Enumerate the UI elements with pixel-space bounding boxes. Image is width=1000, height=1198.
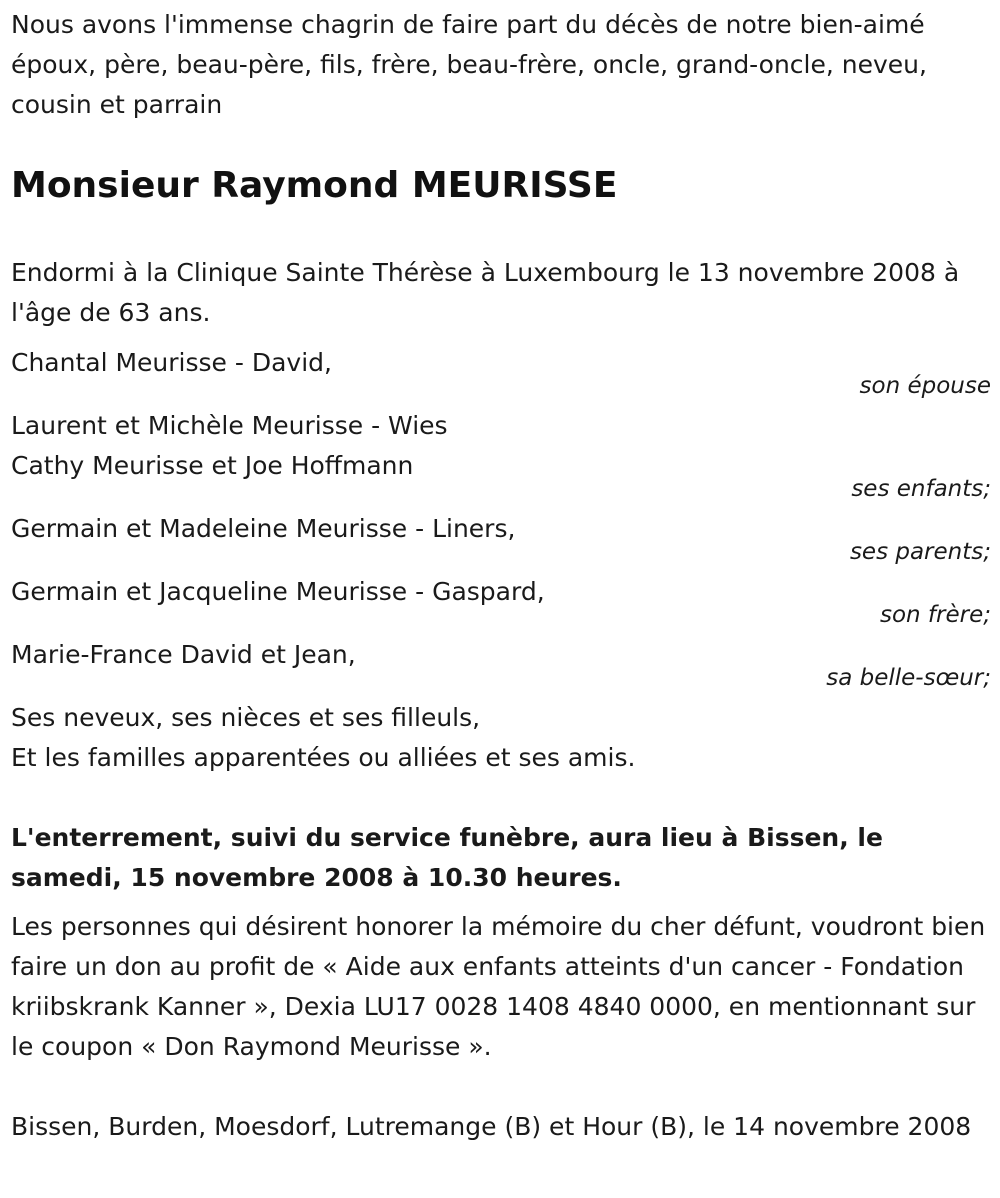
- closing-signature: Bissen, Burden, Moesdorf, Lutremange (B) et Hour (B), le 14 novembre 2008: [11, 1112, 972, 1141]
- family-spouse: Chantal Meurisse - David,: [11, 348, 332, 377]
- role-parents: ses parents;: [849, 539, 991, 565]
- family-others-2: Et les familles apparentées ou alliées et ses amis.: [11, 743, 636, 772]
- role-sister-in-law: sa belle-sœur;: [826, 665, 991, 691]
- intro-paragraph: Nous avons l'immense chagrin de faire part du décès de notre bien-aimé époux, père, beau-père, fils, frère, beau-frère, oncle, grand-oncle, neveu, cousin et parrain: [11, 10, 927, 119]
- family-sister-in-law: Marie-France David et Jean,: [11, 640, 356, 669]
- funeral-announcement: L'enterrement, suivi du service funèbre, aura lieu à Bissen, le samedi, 15 novembre 2008 à 10.30 heures.: [11, 823, 883, 892]
- family-child-2: Cathy Meurisse et Joe Hoffmann: [11, 451, 414, 480]
- death-notice: Endormi à la Clinique Sainte Thérèse à Luxembourg le 13 novembre 2008 à l'âge de 63 ans.: [11, 258, 960, 327]
- family-brother: Germain et Jacqueline Meurisse - Gaspard,: [11, 577, 545, 606]
- deceased-name: Monsieur Raymond MEURISSE: [11, 165, 618, 206]
- donation-paragraph: Les personnes qui désirent honorer la mémoire du cher défunt, voudront bien faire un don au profit de « Aide aux enfants atteints d'un cancer - Fondation kriibskrank Kanner », Dexia LU17 0028 1408 4840 0000, en mentionnant sur le coupon « Don Raymond Meurisse ».: [11, 912, 986, 1061]
- role-brother: son frère;: [879, 602, 991, 628]
- family-others-1: Ses neveux, ses nièces et ses filleuls,: [11, 703, 481, 732]
- role-children: ses enfants;: [851, 476, 991, 502]
- role-spouse: son épouse: [859, 373, 991, 399]
- family-parents: Germain et Madeleine Meurisse - Liners,: [11, 514, 516, 543]
- family-child-1: Laurent et Michèle Meurisse - Wies: [11, 411, 448, 440]
